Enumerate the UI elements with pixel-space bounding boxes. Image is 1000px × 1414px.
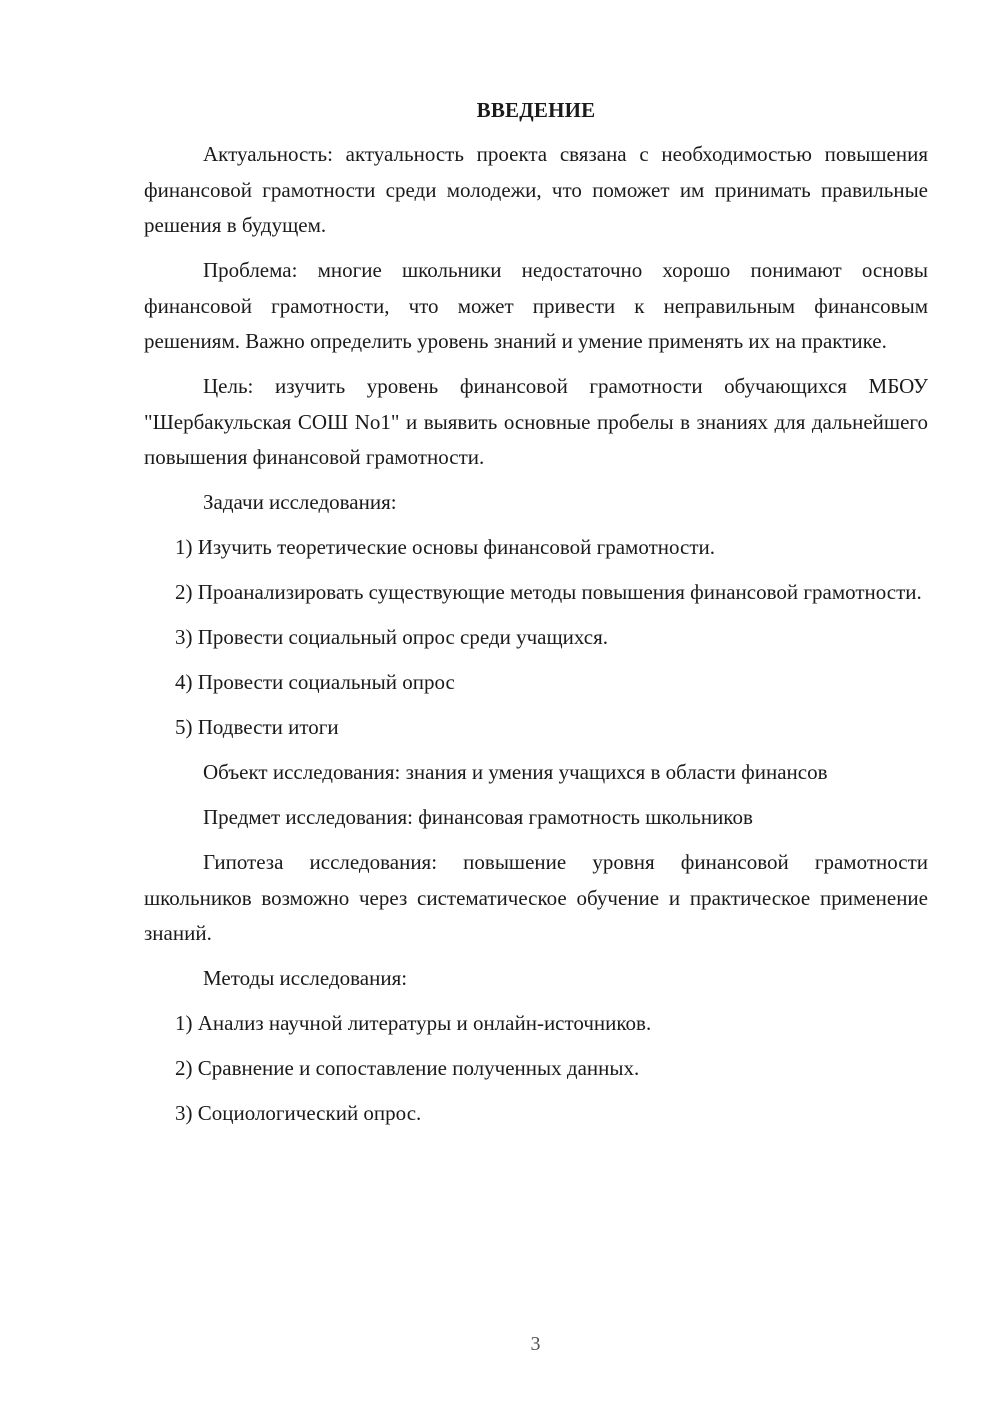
paragraph-goal: Цель: изучить уровень финансовой грамотности обучающихся МБОУ "Шербакульская СОШ No1" и выявить основные пробелы в знаниях для дальнейшего повышения финансовой грамотности. [144,374,928,469]
task-item: 2) Проанализировать существующие методы повышения финансовой грамотности. [175,580,922,604]
task-item: 4) Провести социальный опрос [175,670,455,694]
section-title: ВВЕДЕНИЕ [476,98,596,122]
paragraph-relevance: Актуальность: актуальность проекта связана с необходимостью повышения финансовой грамотности среди молодежи, что поможет им принимать правильные решения в будущем. [144,142,928,237]
paragraph-tasks-heading: Задачи исследования: [203,490,397,514]
paragraph-object: Объект исследования: знания и умения учащихся в области финансов [203,760,828,784]
method-item: 1) Анализ научной литературы и онлайн-источников. [175,1011,652,1035]
page-number: 3 [530,1333,541,1355]
method-item: 3) Социологический опрос. [175,1101,422,1125]
task-item: 1) Изучить теоретические основы финансовой грамотности. [175,535,715,559]
method-item: 2) Сравнение и сопоставление полученных данных. [175,1056,640,1080]
paragraph-problem: Проблема: многие школьники недостаточно хорошо понимают основы финансовой грамотности, что может привести к неправильным финансовым решениям. Важно определить уровень знаний и умение применять их на практике. [144,258,928,353]
paragraph-subject: Предмет исследования: финансовая грамотность школьников [203,805,753,829]
task-item: 5) Подвести итоги [175,715,339,739]
task-item: 3) Провести социальный опрос среди учащихся. [175,625,609,649]
paragraph-methods-heading: Методы исследования: [203,966,408,990]
paragraph-hypothesis: Гипотеза исследования: повышение уровня финансовой грамотности школьников возможно через систематическое обучение и практическое применение знаний. [144,850,928,945]
document-page [144,95,928,1141]
